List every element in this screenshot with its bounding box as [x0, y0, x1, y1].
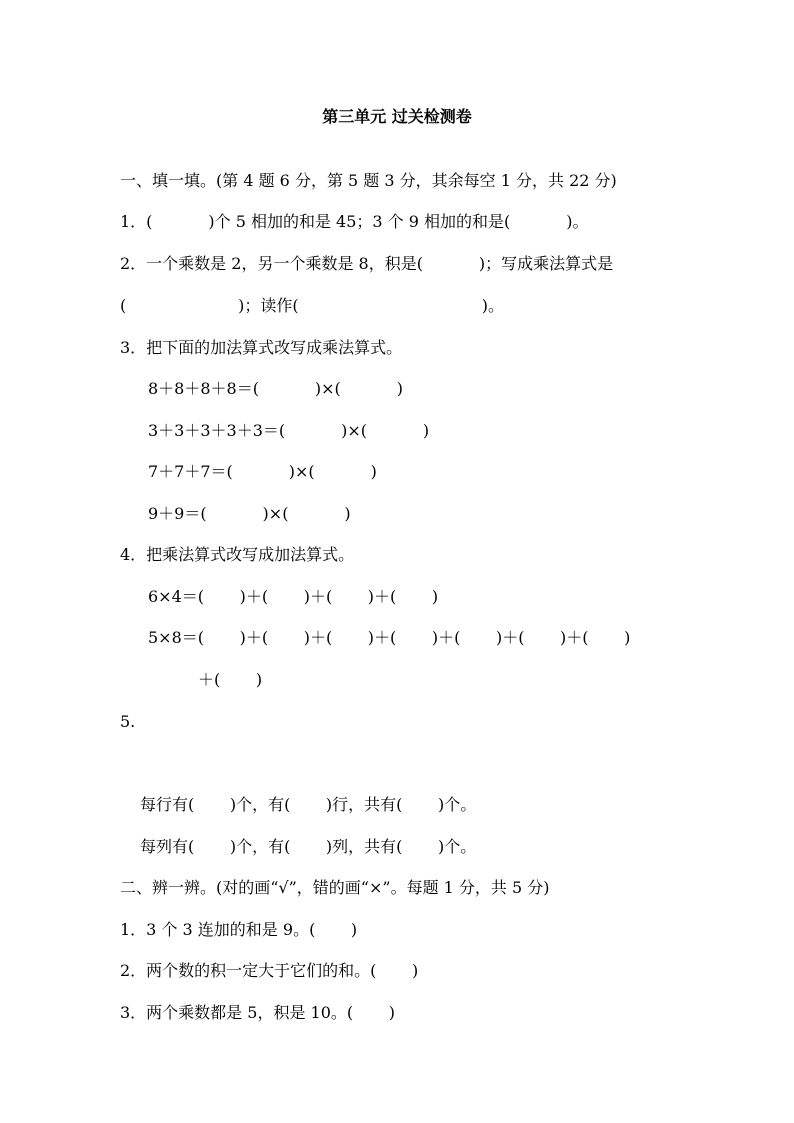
question-1-5-rows: 每行有( )个，有( )行，共有( )个。	[140, 795, 477, 814]
equation-1-4-b-continued: ＋( )	[198, 670, 263, 689]
question-2-2: 2．两个数的积一定大于它们的和。( )	[120, 961, 419, 980]
equation-1-3-c: 7＋7＋7＝( )×( )	[148, 462, 377, 481]
section-1-heading: 一、填一填。(第 4 题 6 分，第 5 题 3 分，其余每空 1 分，共 22 分)	[120, 171, 617, 190]
question-2-1: 1．3 个 3 连加的和是 9。( )	[120, 920, 358, 939]
question-1-2-line-2: ( )；读作( )。	[120, 296, 504, 315]
question-1-4: 4．把乘法算式改写成加法算式。	[120, 545, 355, 564]
page-title: 第三单元 过关检测卷	[322, 107, 472, 126]
question-1-2-line-1: 2．一个乘数是 2，另一个乘数是 8，积是( )；写成乘法算式是	[120, 254, 614, 273]
equation-1-4-b: 5×8＝( )＋( )＋( )＋( )＋( )＋( )＋( )	[148, 628, 631, 647]
question-1-5-columns: 每列有( )个，有( )列，共有( )个。	[140, 837, 477, 856]
question-1-1: 1．( )个 5 相加的和是 45；3 个 9 相加的和是( )。	[120, 212, 589, 231]
question-1-3: 3．把下面的加法算式改写成乘法算式。	[120, 338, 403, 357]
equation-1-3-d: 9＋9＝( )×( )	[148, 504, 351, 523]
equation-1-4-a: 6×4＝( )＋( )＋( )＋( )	[148, 587, 439, 606]
equation-1-3-b: 3＋3＋3＋3＋3＝( )×( )	[148, 421, 430, 440]
section-2-heading: 二、辨一辨。(对的画“√”，错的画“×”。每题 1 分，共 5 分)	[120, 878, 550, 897]
question-2-3: 3．两个乘数都是 5，积是 10。( )	[120, 1003, 395, 1022]
equation-1-3-a: 8＋8＋8＋8＝( )×( )	[148, 379, 403, 398]
question-1-5: 5.	[120, 712, 136, 731]
